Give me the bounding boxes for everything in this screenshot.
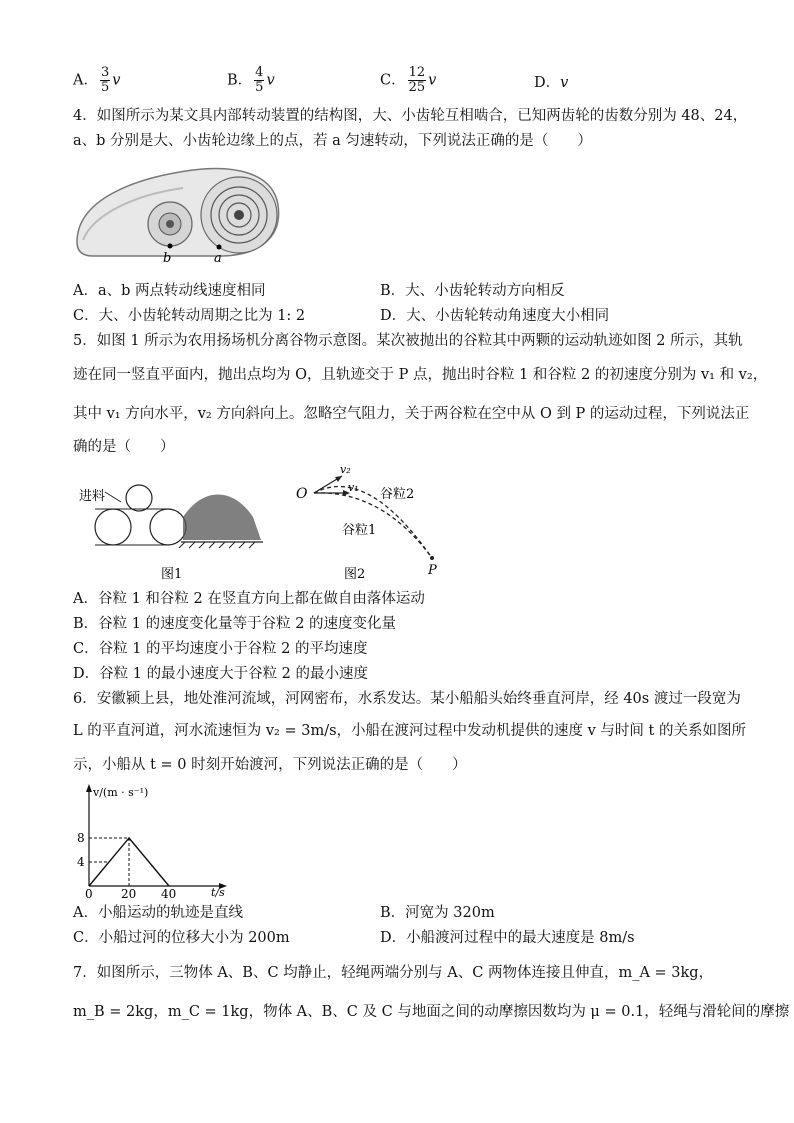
q5-stem-line2: 迹在同一竖直平面内，抛出点均为 O，且轨迹交于 P 点，抛出时谷粒 1 和谷粒 2 的初速度分别为 v₁ 和 v₂，: [73, 367, 768, 383]
fig2-grain2-label: 谷粒2: [380, 487, 415, 502]
graph-x-axis-label: t/s: [211, 886, 225, 898]
graph-x-tick-20: 20: [121, 887, 137, 898]
q5-figure1: [73, 462, 265, 584]
q5-stem-line4: 确的是（ ）: [73, 439, 175, 455]
q5-option-c: C．谷粒 1 的平均速度小于谷粒 2 的平均速度: [73, 641, 368, 657]
fig2-grain1-label: 谷粒1: [342, 523, 377, 538]
point-a-label: a: [214, 251, 222, 265]
q6-option-b: B．河宽为 320m: [380, 905, 495, 921]
q5-stem-line1: 5．如图 1 所示为农用扬场机分离谷物示意图。某次被抛出的谷粒其中两颗的运动轨迹如图 2 所示，其轨: [73, 333, 743, 349]
q7-stem-line2: m_B = 2kg，m_C = 1kg，物体 A、B、C 及 C 与地面之间的动摩擦因数均为 μ = 0.1，轻绳与滑轮间的摩擦: [73, 1004, 790, 1020]
graph-y-tick-8: 8: [77, 831, 85, 845]
q6-velocity-graph: [73, 782, 233, 898]
fig2-v2-label: v₂: [340, 463, 351, 476]
q6-stem-line1: 6．安徽颍上县，地处淮河流域，河网密布，水系发达。某小船船头始终垂直河岸，经 40s 渡过一段宽为: [73, 691, 741, 707]
graph-x-tick-0: 0: [85, 887, 93, 898]
q6-stem-line2: L 的平直河道，河水流速恒为 v₂ = 3m/s，小船在渡河过程中发动机提供的速度 v 与时间 t 的关系如图所: [73, 723, 746, 739]
point-b-label: b: [163, 251, 172, 265]
q6-option-a: A．小船运动的轨迹是直线: [73, 905, 243, 921]
q5-option-d: D．谷粒 1 的最小速度大于谷粒 2 的最小速度: [73, 666, 369, 682]
q3-option-d: D．v: [534, 75, 569, 91]
q4-gear-figure: [73, 160, 288, 265]
q5-option-b: B．谷粒 1 的速度变化量等于谷粒 2 的速度变化量: [73, 616, 397, 632]
q4-option-c: C．大、小齿轮转动周期之比为 1: 2: [73, 308, 306, 324]
q6-stem-line3: 示，小船从 t = 0 时刻开始渡河，下列说法正确的是（ ）: [73, 757, 467, 773]
q4-option-a: A．a、b 两点转动线速度相同: [73, 283, 266, 299]
q3-option-a: A． $\frac{3}{5}$ v: [73, 65, 121, 95]
q3-option-c: C． $\frac{12}{25}$ v: [380, 65, 437, 95]
q3-option-b: B． $\frac{4}{5}$ v: [227, 65, 275, 95]
q5-figure2: [292, 460, 452, 584]
fig2-v1-label: v₁: [348, 481, 359, 494]
q5-option-a: A．谷粒 1 和谷粒 2 在竖直方向上都在做自由落体运动: [73, 591, 425, 607]
graph-y-axis-label: v/(m · s⁻¹): [93, 786, 149, 799]
fig2-caption: 图2: [344, 567, 366, 582]
q4-option-d: D．大、小齿轮转动角速度大小相同: [380, 308, 610, 324]
graph-y-tick-4: 4: [77, 855, 85, 869]
fig1-feed-label: 进料: [79, 489, 106, 504]
q6-option-d: D．小船渡河过程中的最大速度是 8m/s: [380, 930, 635, 946]
q7-stem-line1: 7．如图所示，三物体 A、B、C 均静止，轻绳两端分别与 A、C 两物体连接且伸直，m_A = 3kg，: [73, 965, 714, 981]
q4-option-b: B．大、小齿轮转动方向相反: [380, 283, 565, 299]
fig1-caption: 图1: [161, 567, 183, 582]
q6-option-c: C．小船过河的位移大小为 200m: [73, 930, 290, 946]
fig2-origin-label: O: [296, 486, 308, 502]
q4-stem-line1: 4．如图所示为某文具内部转动装置的结构图，大、小齿轮互相啮合，已知两齿轮的齿数分别为 48、24，: [73, 108, 748, 124]
q5-stem-line3: 其中 v₁ 方向水平，v₂ 方向斜向上。忽略空气阻力，关于两谷粒在空中从 O 到 P 的运动过程，下列说法正: [73, 406, 750, 422]
graph-x-tick-40: 40: [161, 887, 177, 898]
fig2-P-label: P: [428, 563, 437, 578]
q4-stem-line2: a、b 分别是大、小齿轮边缘上的点，若 a 匀速转动，下列说法正确的是（ ）: [73, 133, 592, 149]
